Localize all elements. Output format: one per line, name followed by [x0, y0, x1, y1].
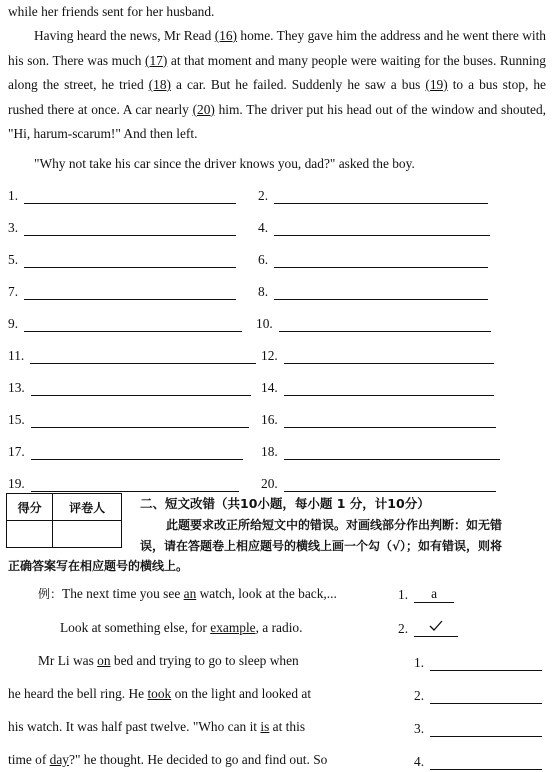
- answer-line-4[interactable]: [258, 220, 490, 236]
- answer-line-8[interactable]: [258, 284, 488, 300]
- example-answer-2: [398, 620, 458, 637]
- answer-blank[interactable]: [31, 490, 239, 492]
- answer-line-6[interactable]: [258, 252, 488, 268]
- answer-blank[interactable]: [24, 234, 236, 236]
- answer-blank[interactable]: [24, 202, 236, 204]
- underlined-word: on: [97, 653, 111, 668]
- error-answer-line[interactable]: [414, 754, 542, 770]
- answer-number: 3.: [8, 220, 19, 235]
- section-2-title: 二、短文改错（共10小题，每小题 1 分，计10分）: [140, 496, 430, 511]
- error-text-line: [38, 653, 299, 669]
- answer-number: 19.: [8, 476, 25, 491]
- answer-number: 8.: [258, 284, 269, 299]
- answer-number: 1.: [8, 188, 19, 203]
- text-run: time of: [8, 752, 50, 767]
- answer-number: 15.: [8, 412, 25, 427]
- passage-paragraph-2: "Why not take his car since the driver knows you, dad?" asked the boy.: [34, 156, 415, 171]
- score-box: [6, 493, 122, 548]
- section-2-instruction-1: 此题要求改正所给短文中的错误。对画线部分作出判断：如无错: [166, 518, 503, 532]
- answer-number: 9.: [8, 316, 19, 331]
- answer-blank[interactable]: [430, 669, 542, 671]
- answer-line-20[interactable]: [261, 476, 496, 492]
- answer-blank[interactable]: [284, 362, 494, 364]
- answer-number: 20.: [261, 476, 278, 491]
- answer-number: 2.: [258, 188, 269, 203]
- answer-number: 7.: [8, 284, 19, 299]
- answer-number: 4.: [258, 220, 269, 235]
- passage-line-0: while her friends sent for her husband.: [8, 4, 215, 19]
- text-run: on the light and looked at: [171, 686, 312, 701]
- answer-number: 1.: [414, 655, 425, 670]
- example-prefix: 例：: [38, 587, 63, 601]
- answer-line-12[interactable]: [261, 348, 494, 364]
- answer-line-17[interactable]: [8, 444, 243, 460]
- answer-line-3[interactable]: [8, 220, 236, 236]
- answer-line-16[interactable]: [261, 412, 496, 428]
- text-run: at this: [269, 719, 306, 734]
- answer-line-11[interactable]: [8, 348, 256, 364]
- answer-number: 2.: [414, 688, 425, 703]
- grader-cell[interactable]: [53, 521, 122, 548]
- answer-blank[interactable]: [31, 426, 249, 428]
- text-run: watch, look at the back,...: [196, 586, 337, 601]
- text-run: home. They gave him the address and he went there with his son. There was much: [8, 28, 546, 68]
- answer-blank[interactable]: [31, 394, 251, 396]
- score-label: 得分: [7, 494, 53, 521]
- answer-blank[interactable]: [274, 202, 488, 204]
- text-run: bed and trying to go to sleep when: [110, 653, 299, 668]
- example-line-2: [60, 620, 302, 636]
- underlined-word: example: [210, 620, 256, 635]
- underlined-word: (17): [145, 52, 168, 68]
- text-run: to a bus stop, he rushed there at once. A car nearly: [8, 77, 546, 117]
- text-run: Mr Li was: [38, 653, 98, 668]
- example-line-1-text: [62, 586, 337, 601]
- answer-blank[interactable]: [274, 234, 490, 236]
- answer-line-1[interactable]: [8, 188, 236, 204]
- answer-number: 13.: [8, 380, 25, 395]
- underlined-word: (19): [425, 77, 448, 92]
- answer-number: 5.: [8, 252, 19, 267]
- answer-line-2[interactable]: [258, 188, 488, 204]
- answer-blank[interactable]: [24, 266, 236, 268]
- answer-line-5[interactable]: [8, 252, 236, 268]
- example-answer-1-value: a: [414, 586, 454, 603]
- text-run: his watch. It was half past twelve. "Who can it: [8, 719, 261, 734]
- answer-number: 18.: [261, 444, 278, 459]
- answer-line-7[interactable]: [8, 284, 236, 300]
- answer-blank[interactable]: [24, 298, 236, 300]
- answer-line-10[interactable]: [256, 316, 491, 332]
- text-run: ?" he thought. He decided to go and find out. So: [69, 752, 328, 767]
- answer-blank[interactable]: [274, 266, 488, 268]
- error-text-line: [8, 719, 305, 735]
- answer-blank[interactable]: [284, 426, 496, 428]
- error-answer-line[interactable]: [414, 688, 542, 704]
- answer-blank[interactable]: [284, 458, 500, 460]
- error-answer-line[interactable]: [414, 655, 542, 671]
- answer-blank[interactable]: [30, 362, 256, 364]
- answer-blank[interactable]: [284, 394, 494, 396]
- answer-line-13[interactable]: [8, 380, 251, 396]
- underlined-word: (16): [214, 28, 237, 43]
- answer-number: 11.: [8, 348, 25, 363]
- text-run: at that moment and many people were waiting for the buses. Running along the street, he tried: [8, 52, 546, 92]
- example-line-1: [38, 585, 337, 602]
- checkmark-icon: [429, 620, 443, 632]
- underlined-word: an: [183, 586, 197, 601]
- answer-number: 6.: [258, 252, 269, 267]
- answer-blank[interactable]: [24, 330, 242, 332]
- underlined-word: (20): [192, 101, 215, 117]
- answer-number: 3.: [414, 721, 425, 736]
- text-run: him. The driver put his head out of the window and shouted, "Hi, harum-scarum!" And then left.: [8, 101, 546, 141]
- passage-paragraph-1: [8, 24, 546, 147]
- answer-blank[interactable]: [430, 702, 542, 704]
- answer-blank[interactable]: [274, 298, 488, 300]
- answer-line-9[interactable]: [8, 316, 242, 332]
- answer-number: 12.: [261, 348, 278, 363]
- text-run: The next time you see: [62, 586, 184, 601]
- text-run: he heard the bell ring. He: [8, 686, 148, 701]
- answer-line-19[interactable]: [8, 476, 239, 492]
- answer-blank[interactable]: [31, 458, 243, 460]
- answer-number: 4.: [414, 754, 425, 769]
- underlined-word: day: [49, 752, 69, 767]
- error-text-line: [8, 752, 327, 768]
- error-answer-line[interactable]: [414, 721, 542, 737]
- section-2-instruction-3: 正确答案写在相应题号的横线上。: [8, 559, 189, 573]
- answer-number: 16.: [261, 412, 278, 427]
- answer-blank[interactable]: [284, 490, 496, 492]
- text-run: Having heard the news, Mr Read: [34, 28, 215, 43]
- answer-number: 17.: [8, 444, 25, 459]
- answer-number: 10.: [256, 316, 273, 331]
- text-run: a car. But he failed. Suddenly he saw a bus: [170, 77, 426, 92]
- text-run: Look at something else, for: [60, 620, 211, 635]
- text-run: , a radio.: [255, 620, 303, 635]
- score-cell[interactable]: [7, 521, 53, 548]
- answer-blank[interactable]: [430, 768, 542, 770]
- example-answer-2-num: 2.: [398, 621, 409, 636]
- example-answer-1: [398, 586, 454, 603]
- example-answer-2-value: [414, 620, 458, 637]
- answer-blank[interactable]: [279, 330, 491, 332]
- answer-line-18[interactable]: [261, 444, 500, 460]
- underlined-word: is: [260, 719, 270, 734]
- answer-blank[interactable]: [430, 735, 542, 737]
- grader-label: 评卷人: [53, 494, 122, 521]
- example-answer-1-num: 1.: [398, 587, 409, 602]
- answer-line-15[interactable]: [8, 412, 249, 428]
- error-text-line: [8, 686, 311, 702]
- underlined-word: took: [147, 686, 172, 701]
- underlined-word: (18): [148, 77, 171, 92]
- answer-number: 14.: [261, 380, 278, 395]
- section-2-instruction-2: 误，请在答题卷上相应题号的横线上画一个勾（√）；如有错误，则将: [140, 539, 503, 553]
- answer-line-14[interactable]: [261, 380, 494, 396]
